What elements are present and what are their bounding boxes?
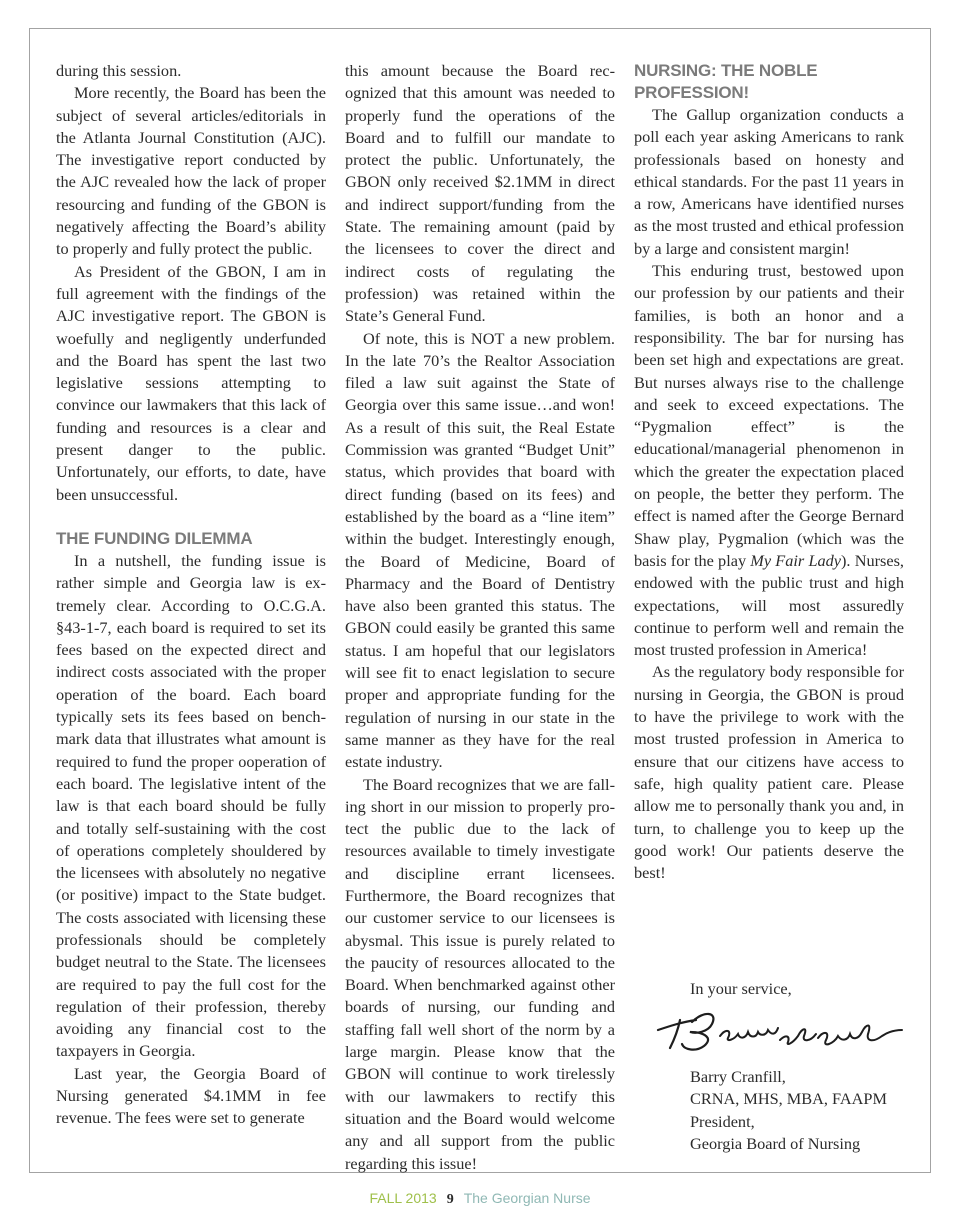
publication-name: The Georgian Nurse — [463, 1190, 591, 1206]
section-heading-nursing: NURSING: THE NOBLE PROFESSION! — [634, 61, 818, 102]
paragraph-text: ). Nurses, endowed with the public trust and high expectations, will most assuredly continue to perform well and remain the most trusted profession in America! — [634, 550, 905, 660]
paragraph: As President of the GBON, I am in full agreement with the findings of the AJC investigative report. The GBON is woefully and negligently underfunded and the Board has spent the last two legislative sessions attempting to convince our lawmakers that this lack of funding and resources is a clear and present danger to the public. Unfortunately, our efforts, to date, have been unsuccessful. — [56, 261, 326, 504]
page-footer — [0, 1190, 960, 1208]
footer-season: FALL 2013 — [369, 1190, 437, 1206]
handwritten-signature — [652, 1000, 912, 1062]
play-title: My Fair Lady — [750, 550, 842, 570]
column-2 — [345, 60, 615, 1175]
signer-name: Barry Cranfill, — [690, 1067, 786, 1086]
page-number: 9 — [446, 1192, 454, 1207]
paragraph — [634, 260, 904, 661]
paragraph-text: This enduring trust, bestowed upon our profession by our patients and their families, is both an honor and a responsibility. The bar for nursing has been set high and expectations are great. But nurses always rise to the challenge and seek to exceed expectations. The “Pygmalion effect” is the educational/managerial phenomenon in which the greater the expectation placed on people, the better they perform. The effect is named after the George Bernard Shaw play, Pygmalion (which was the basis for the play — [634, 261, 904, 570]
column-1 — [56, 60, 326, 1130]
paragraph: More recently, the Board has been the subject of several articles/editorials in the Atlanta Journal Constitution (AJC). The investigative report conducted by the AJC revealed how the lack of proper resourcing and funding of the GBON is negatively affecting the Board’s ability to properly and fully protect the public. — [56, 83, 326, 259]
signer-organization: Georgia Board of Nursing — [690, 1133, 861, 1153]
paragraph: Last year, the Georgia Board of Nursing generated $4.1MM in fee revenue. The fees were set to generate — [56, 1063, 326, 1128]
closing-line: In your service, — [690, 979, 792, 998]
column-3 — [634, 60, 904, 884]
paragraph: Of note, this is NOT a new problem. In the late 70’s the Realtor Association filed a law suit against the State of Georgia over this same issue…and won! As a result of this suit, the Real Estate Commission was granted “Budget Unit” status, which provides that board with direct funding (based on its fees) and established by the board as a “line item” within the budget. Interestingly enough, the Board of Medicine, Board of Pharmacy and the Board of Dentistry have also been granted this status. The GBON could easily be granted this same status. I am hopeful that our legislators will see fit to enact legislation to secure proper and appropriate funding for the regulation of nursing in our state in the same manner as they have for the real estate industry. — [345, 328, 615, 772]
paragraph: The Board recognizes that we are falling short in our mission to properly protect the public due to the lack of resources available to timely investigate and discipline errant licensees. Furthermore, the Board recognizes that our customer service to our licensees is abysmal. This issue is purely related to the paucity of resources allocated to the Board. When benchmarked against other boards of nursing, our funding and staffing fall well short of the norm by a large margin. Please know that the GBON will continue to work tirelessly with our lawmakers to rectify this situation and the Board would welcome any and all support from the public regarding this issue! — [345, 774, 615, 1173]
paragraph: during this session. — [56, 61, 182, 80]
paragraph: The Gallup organization conducts a poll each year asking Americans to rank professionals based on honesty and ethical standards. For the past 11 years in a row, Americans have identified nurses as the most trusted and ethical profession by a large and consistent margin! — [634, 105, 904, 258]
section-heading-funding: THE FUNDING DILEMMA — [56, 528, 253, 548]
signer-credentials: CRNA, MHS, MBA, FAAPM — [690, 1089, 887, 1109]
paragraph: As the regulatory body responsible for nursing in Georgia, the GBON is proud to have the privilege to work with the most trusted profession in America to ensure that our citizens have access to safe, high quality patient care. Please allow me to personally thank you and, in turn, to challenge you to keep up the good work! Our patients deserve the best! — [634, 662, 904, 883]
paragraph: this amount because the Board recognized that this amount was needed to properly fund the operations of the Board and to fulfill our mandate to protect the public. Unfortunately, the GBON only received $2.1MM in direct and indirect support/funding from the State. The remaining amount (paid by the licensees to cover the direct and indirect costs of regulating the profession) was retained within the State’s General Fund. — [345, 61, 615, 326]
signer-title: President, — [690, 1111, 755, 1131]
signature-block — [690, 1066, 887, 1155]
paragraph: In a nutshell, the funding issue is rather simple and Georgia law is extremely clear. According to O.C.G.A. §43-1-7, each board is required to set its fees based on the expected direct and indirect costs associated with the proper operation of the board. Each board typically sets its fees based on benchmark data that illustrates what amount is required to fund the proper ooperation of each board. The legislative intent of the law is that each board should be fully and totally self-sustaining with the cost of operations completely shouldered by the licensees with absolutely no negative (or positive) impact to the State budget. The costs associated with licensing these professionals should be completely budget neutral to the State. The licensees are required to pay the full cost for the regulation of their profession, thereby avoiding any financial cost to the taxpayers in Georgia. — [56, 550, 326, 1061]
